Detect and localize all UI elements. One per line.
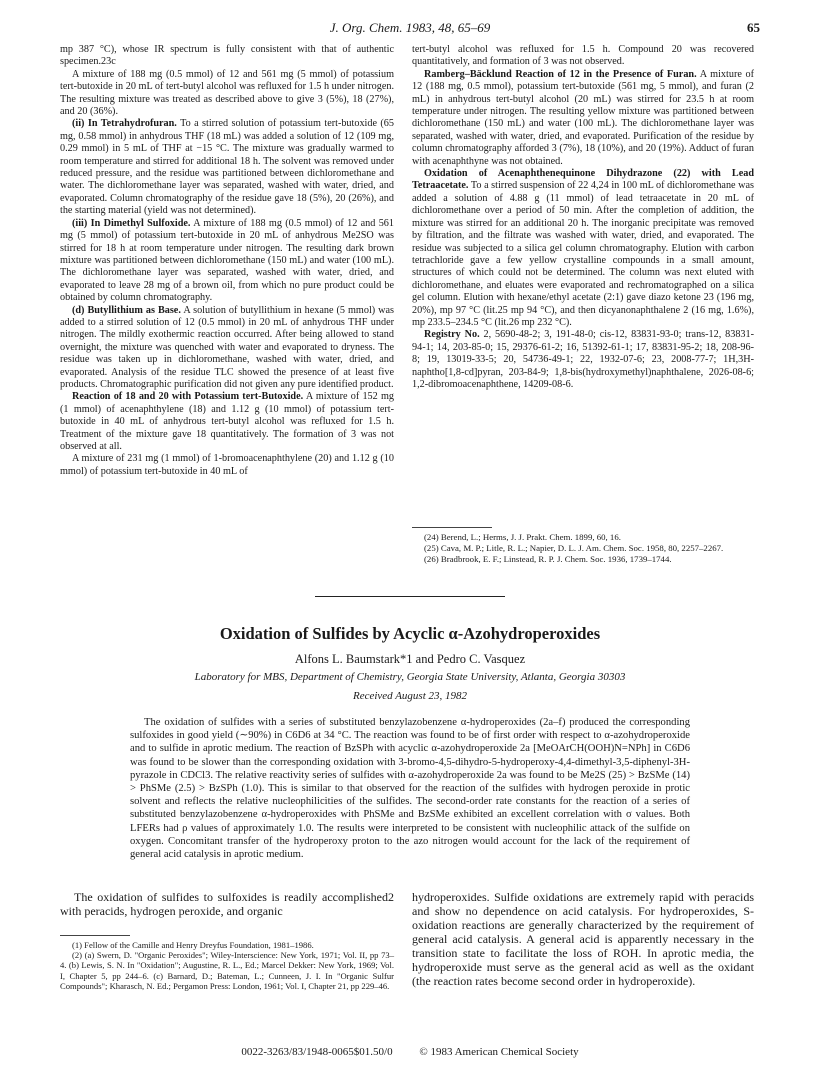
- footnote-item: (1) Fellow of the Camille and Henry Dreyfus Foundation, 1981–1986.: [72, 940, 314, 950]
- abstract-text: The oxidation of sulfides with a series of substituted benzylazobenzene α-hydroperoxides (2a–f) produced the corresponding sulfoxides in good yield (∼90%) in C6D6 at 34 °C. The reaction was found to be of first order with respect to α-azohydroperoxide and to sulfide in aprotic medium. The reaction of BzSPh with acyclic α-azohydroperoxide 2a [MeOArCH(OOH)N=NPh] in C6D6 was found to be slower than the corresponding oxidation with 3-bromo-4,5-dihydro-5-hydroperoxy-4,4-dimethyl-3,5-diphenyl-3H-pyrazole in CDCl3. The relative reactivity series of sulfides with α-azohydroperoxide 2a was found to be Me2S (25) > BzSMe (14) > PhSMe (2.5) > BzSPh (1.0). This is similar to that observed for the reaction of the sulfides with hydrogen peroxide in protic solvent and reflects the relative nucleophilicities of the sulfides. The second-order rate constants for the reaction of a series of substituted benzylazobenzene α-hydroperoxides with PhSMe and BzSMe exhibited an excellent correlation with σ values. Both LFERs had ρ values of approximately 1.0. The results were interpreted to be consistent with nucleophilic attack of the sulfide on oxygen. Concomitant transfer of the hydroperoxy proton to the azo nitrogen would account for the lack of the requirement of general acid catalysis in aprotic medium.: [130, 717, 690, 861]
- paragraph-text: tert-butyl alcohol was refluxed for 1.5 h. Compound 20 was recovered quantitatively, and formation of 3 was not observed.: [412, 44, 754, 68]
- paragraph: [412, 329, 754, 391]
- journal-citation: J. Org. Chem. 1983, 48, 65–69: [329, 20, 491, 35]
- paragraph-text: A solution of butyllithium in hexane (5 mmol) was added to a stirred solution of 12 (0.5 mmol) in 20 mL of anhydrous THF under nitrogen. The mildly exothermic reaction occurred. After being allowed to stand overnight, the mixture was quenched with water and evaporated to dryness. The residue was taken up in dichloromethane, washed with water, dried, and evaporated. Analysis of the residue TLC showed the presence of at least five products. Chromatographic purification did not given any pure identified product.: [60, 304, 394, 390]
- paragraph: [60, 453, 394, 478]
- article-code: 0022-3263/83/1948-0065$01.50/0: [241, 1046, 393, 1058]
- intro-left: [60, 890, 394, 918]
- paragraph-heading: (d) Butyllithium as Base.: [72, 304, 181, 316]
- footnotes: [60, 935, 394, 991]
- reference-rule: [412, 527, 492, 528]
- paragraph-text: A mixture of 188 mg (0.5 mmol) of 12 and 561 mg (5 mmol) of potassium tert-butoxide in 20 mL of tert-butyl alcohol was refluxed for 1.5 h under nitrogen. The resulting mixture was treated as described above to give 3 (5%), 18 (27%), and 20 (36%).: [60, 68, 394, 118]
- article-authors: Alfons L. Baumstark*1 and Pedro C. Vasquez: [294, 652, 526, 666]
- paragraph-heading: Registry No.: [424, 329, 480, 341]
- paragraph-heading: Oxidation of Acenaphthenequinone Dihydrazone (22) with Lead Tetraacetate.: [412, 168, 754, 192]
- intro-right-text: hydroperoxides. Sulfide oxidations are extremely rapid with peracids and show no dependence on acid catalysis. For hydroperoxides, S-oxidation reactions are generally characterized by the requirement of general acid catalysis. A general acid is apparently necessary in the transition state to facilitate the loss of ROH. In aprotic media, the hydroperoxide must serve as the general acid as well as the oxidant (the reaction rates become second order in hydroperoxide).: [412, 890, 754, 988]
- reference-item: (25) Cava, M. P.; Litle, R. L.; Napier, D. L. J. Am. Chem. Soc. 1958, 80, 2257–2267.: [424, 542, 724, 553]
- paragraph-text: 2, 5690-48-2; 3, 191-48-0; cis-12, 83831-93-0; trans-12, 83831-94-1; 14, 203-85-0; 15, 29376-61-2; 16, 51392-61-1; 17, 83831-95-2; 18, 208-96-8; 19, 13019-33-5; 20, 54736-49-1; 22, 1932-07-6; 23, 2008-77-7; 1H,3H-naphtho[1,8-cd]pyran, 203-84-9; 1,8-bis(hydroxymethyl)naphthalene, 2026-08-6; 1,2-dibromoacenaphthene, 14209-08-6.: [412, 329, 754, 390]
- abstract: [130, 716, 690, 861]
- article-affiliation: Laboratory for MBS, Department of Chemistry, Georgia State University, Atlanta, Georgia 30303: [194, 671, 626, 683]
- paragraph: [60, 218, 394, 305]
- paragraph-heading: Reaction of 18 and 20 with Potassium tert-Butoxide.: [72, 391, 304, 403]
- reference-item: (26) Bradbrook, E. F.; Linstead, R. P. J. Chem. Soc. 1936, 1739–1744.: [424, 553, 672, 564]
- paragraph: [412, 168, 754, 329]
- left-column: [60, 44, 394, 478]
- paragraph: [60, 118, 394, 217]
- references: [412, 527, 754, 564]
- paragraph-text: A mixture of 12 (188 mg, 0.5 mmol), potassium tert-butoxide (561 mg, 5 mmol), and furan (2 mL) in anhydrous tert-butyl alcohol (20 mL) was stirred for 23.5 h at room temperature under nitrogen. The resulting yellow mixture was partitioned between dichloromethane (150 mL) and water (100 mL). The dichloromethane layer was separated, washed with water, dried, and evaporated. Purification of the residue by column chromatography afforded 3 (7%), 18 (10%), and 20 (19%). Adduct of furan with acenaphthyne was not obtained.: [412, 68, 755, 167]
- paragraph-text: A mixture of 231 mg (1 mmol) of 1-bromoacenaphthylene (20) and 1.12 g (10 mmol) of potassium tert-butoxide in 40 mL of: [60, 453, 394, 477]
- intro-right: [412, 890, 754, 988]
- paragraph: [412, 69, 754, 168]
- copyright: © 1983 American Chemical Society: [419, 1046, 579, 1058]
- received-date: Received August 23, 1982: [352, 690, 468, 702]
- paragraph-heading: (ii) In Tetrahydrofuran.: [72, 118, 177, 130]
- running-header: [60, 18, 760, 38]
- article-divider: [315, 596, 505, 597]
- paragraph: [60, 69, 394, 119]
- paragraph-heading: Ramberg–Bäcklund Reaction of 12 in the Presence of Furan.: [424, 68, 697, 80]
- paragraph-text: mp 387 °C), whose IR spectrum is fully consistent with that of authentic specimen.23c: [60, 44, 394, 68]
- paragraph-text: A mixture of 188 mg (0.5 mmol) of 12 and 561 mg (5 mmol) of potassium tert-butoxide in 20 mL of anhydrous Me2SO was stirred for 18 h at room temperature under nitrogen. The resulting dark brown mixture was partitioned between dichloromethane (150 mL) and water (100 mL). The dichloromethane layer was separated, washed with water, dried, and evaporated to leave 28 mg of a brown oil, from which no pure product could be obtained by column chromatography.: [60, 217, 394, 304]
- paragraph-text: To a stirred suspension of 22 4,24 in 100 mL of dichloromethane was added a solution of 4.88 g (11 mmol) of lead tetraacetate in 20 mL of dichloromethane over a period of 50 min. After the completion of addition, the mixture was stirred for an additional 20 h. The inorganic precipitate was removed by filtration, and the filtrate was washed with water, dried, and evaporated. The residue was subjected to a silica gel column chromatography. Elution with carbon tetrachloride gave a few yellow crystalline compounds in a small amount, structures of which could not be determined. The column was next eluted with dichloromethane, and eluates were evaporated and rechromatographed on a silica gel column. Elution with hexane/ethyl acetate (2:1) gave diazo ketone 23 (196 mg, 20%), mp 97 °C (lit.25 mp 94 °C), and then dicyanonaphthalene 2 (16 mg, 1.6%), mp 233.5–234.5 °C (lit.26 mp 232 °C).: [412, 180, 754, 328]
- paragraph-text: To a stirred solution of potassium tert-butoxide (65 mg, 0.58 mmol) in anhydrous THF (18 mL) was added a solution of 12 (109 mg, 0.29 mmol) in 5 mL of THF at −15 °C. The mixture was gradually warmed to room temperature and stirred for additional 18 h. The solvent was removed under reduced pressure, and the residue was partitioned between dichloromethane and water. The dichloromethane layer was separated, washed with water, dried, and evaporated. Column chromatography of the residue gave 18 (5%), 20 (26%), and the starting material (yield was not determined).: [60, 118, 394, 217]
- reference-item: (24) Berend, L.; Herms, J. J. Prakt. Chem. 1899, 60, 16.: [424, 532, 621, 542]
- page-footer: [60, 1046, 760, 1058]
- paragraph: [412, 44, 754, 69]
- paragraph: [60, 44, 394, 69]
- footnote-rule: [60, 935, 130, 936]
- paragraph: [60, 305, 394, 392]
- paragraph: [60, 391, 394, 453]
- page-number: 65: [747, 20, 760, 35]
- paragraph-text: A mixture of 152 mg (1 mmol) of acenaphthylene (18) and 1.12 g (10 mmol) of potassium tert-butoxide in 40 mL of anhydrous tert-butyl alcohol was refluxed for 1.5 h. Treatment of the mixture gave 18 quantitatively. The formation of 3 was not observed at all.: [60, 391, 394, 452]
- paragraph-heading: (iii) In Dimethyl Sulfoxide.: [72, 217, 191, 229]
- intro-left-text: The oxidation of sulfides to sulfoxides is readily accomplished2 with peracids, hydrogen peroxide, and organic: [60, 890, 394, 918]
- footnote-item: (2) (a) Swern, D. "Organic Peroxides"; Wiley-Interscience: New York, 1971; Vol. II, pp 73–4. (b) Lewis, S. N. In "Oxidation"; Augustine, R. L., Ed.; Marcel Dekker: New York, 1969; Vol. I, Chapter 5, pp 244–6. (c) Barnard, D.; Bateman, L.; Cunneen, J. I. In "Organic Sulfur Compounds"; Kharasch, N. Ed.; Pergamon Press: London, 1961; Vol. I, Chapter 21, pp 229–46.: [60, 950, 394, 991]
- right-column: [412, 44, 754, 391]
- article-title: Oxidation of Sulfides by Acyclic α-Azohydroperoxides: [219, 624, 601, 643]
